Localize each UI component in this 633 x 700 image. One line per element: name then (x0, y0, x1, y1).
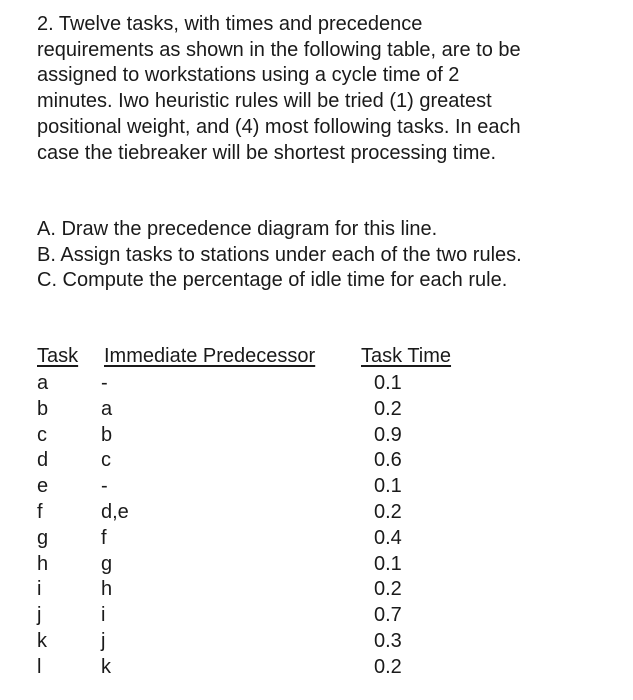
table-row (37, 526, 477, 552)
cell-task: i (37, 578, 42, 601)
cell-time: 0.4 (374, 526, 402, 549)
table-row (37, 448, 477, 474)
cell-task: h (37, 552, 49, 575)
cell-task: a (37, 372, 49, 394)
table-row (37, 423, 477, 449)
cell-time: 0.2 (374, 655, 402, 678)
cell-task: c (37, 423, 47, 446)
cell-task: k (37, 629, 47, 652)
cell-time: 0.2 (374, 578, 402, 601)
cell-task: e (37, 475, 49, 498)
table-row (37, 474, 477, 500)
table-row (37, 500, 477, 526)
cell-time: 0.7 (374, 604, 402, 627)
table-row (37, 397, 477, 423)
cell-time: 0.1 (374, 475, 402, 498)
table-row (37, 552, 477, 578)
cell-predecessor: d,e (101, 500, 129, 523)
part-c: C. Compute the percentage of idle time for each rule. (37, 269, 508, 291)
cell-predecessor: c (101, 449, 111, 472)
problem-line: assigned to workstations using a cycle time of 2 (37, 64, 460, 87)
cell-time: 0.1 (374, 552, 402, 575)
cell-predecessor: i (101, 604, 106, 627)
part-b: B. Assign tasks to stations under each of the two rules. (37, 243, 522, 266)
cell-predecessor: a (101, 397, 113, 420)
problem-statement (37, 12, 597, 166)
table-row (37, 371, 477, 397)
table-row (37, 655, 477, 681)
cell-task: d (37, 449, 49, 472)
part-a: A. Draw the precedence diagram for this line. (37, 218, 438, 240)
cell-time: 0.1 (374, 372, 402, 394)
table-row (37, 629, 477, 655)
problem-line: case the tiebreaker will be shortest processing time. (37, 141, 497, 164)
cell-predecessor: - (101, 372, 108, 394)
problem-line: 2. Twelve tasks, with times and precedence (37, 13, 423, 35)
cell-task: f (37, 500, 43, 523)
problem-line: positional weight, and (4) most following tasks. In each (37, 115, 521, 138)
task-table (37, 345, 477, 681)
cell-time: 0.2 (374, 397, 402, 420)
cell-time: 0.6 (374, 449, 402, 472)
cell-task: l (37, 655, 42, 678)
cell-task: j (37, 604, 42, 627)
problem-line: minutes. Iwo heuristic rules will be tried (1) greatest (37, 90, 492, 113)
cell-time: 0.9 (374, 423, 402, 446)
cell-predecessor: g (101, 552, 113, 575)
header-predecessor: Immediate Predecessor (104, 345, 316, 367)
problem-line: requirements as shown in the following table, are to be (37, 38, 521, 61)
table-body (37, 371, 477, 681)
cell-task: g (37, 526, 49, 549)
cell-time: 0.2 (374, 500, 402, 523)
table-row (37, 603, 477, 629)
header-time: Task Time (361, 345, 452, 367)
header-task: Task (37, 345, 79, 367)
cell-predecessor: b (101, 423, 113, 446)
cell-predecessor: k (101, 655, 111, 678)
cell-predecessor: h (101, 578, 113, 601)
table-row (37, 577, 477, 603)
cell-task: b (37, 397, 49, 420)
cell-time: 0.3 (374, 629, 402, 652)
table-header (37, 345, 477, 371)
cell-predecessor: - (101, 475, 108, 498)
cell-predecessor: f (101, 526, 107, 549)
question-parts (37, 217, 607, 294)
cell-predecessor: j (101, 629, 106, 652)
